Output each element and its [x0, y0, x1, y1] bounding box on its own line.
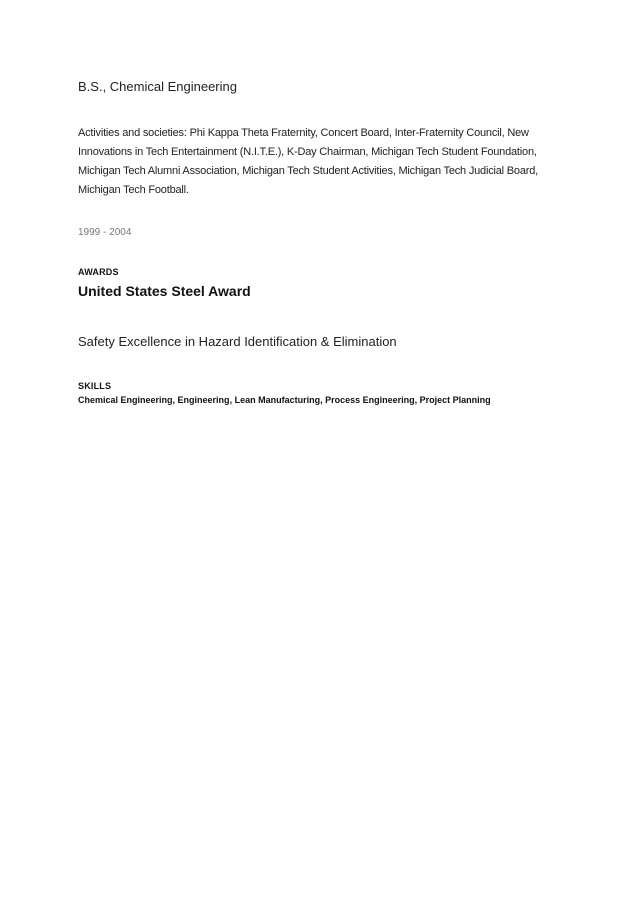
- skills-heading: SKILLS: [78, 381, 112, 391]
- education-years: 1999 - 2004: [78, 227, 132, 238]
- skill-separator: ,: [414, 395, 420, 405]
- skill-item: Engineering: [177, 395, 230, 405]
- skill-item: Chemical Engineering: [78, 395, 173, 405]
- skill-item: Project Planning: [419, 395, 491, 405]
- skill-separator: ,: [172, 395, 178, 405]
- awards-heading: AWARDS: [78, 267, 119, 277]
- skills-list: [78, 395, 598, 405]
- award-title: United States Steel Award: [78, 283, 251, 299]
- skill-separator: ,: [320, 395, 326, 405]
- award-description: Safety Excellence in Hazard Identification & Elimination: [78, 334, 397, 349]
- activities-text: Activities and societies: Phi Kappa Theta Fraternity, Concert Board, Inter-Fraternity Council, New Innovations in Tech Entertainment (N.I.T.E.), K-Day Chairman, Michigan Tech Student Foundation, Michigan Tech Alumni Association, Michigan Tech Student Activities, Michigan Tech Judicial Board, Michigan Tech Football.: [78, 127, 538, 196]
- skill-item: Process Engineering: [325, 395, 415, 405]
- skill-separator: ,: [229, 395, 235, 405]
- degree-title: B.S., Chemical Engineering: [78, 79, 237, 94]
- skill-item: Lean Manufacturing: [234, 395, 321, 405]
